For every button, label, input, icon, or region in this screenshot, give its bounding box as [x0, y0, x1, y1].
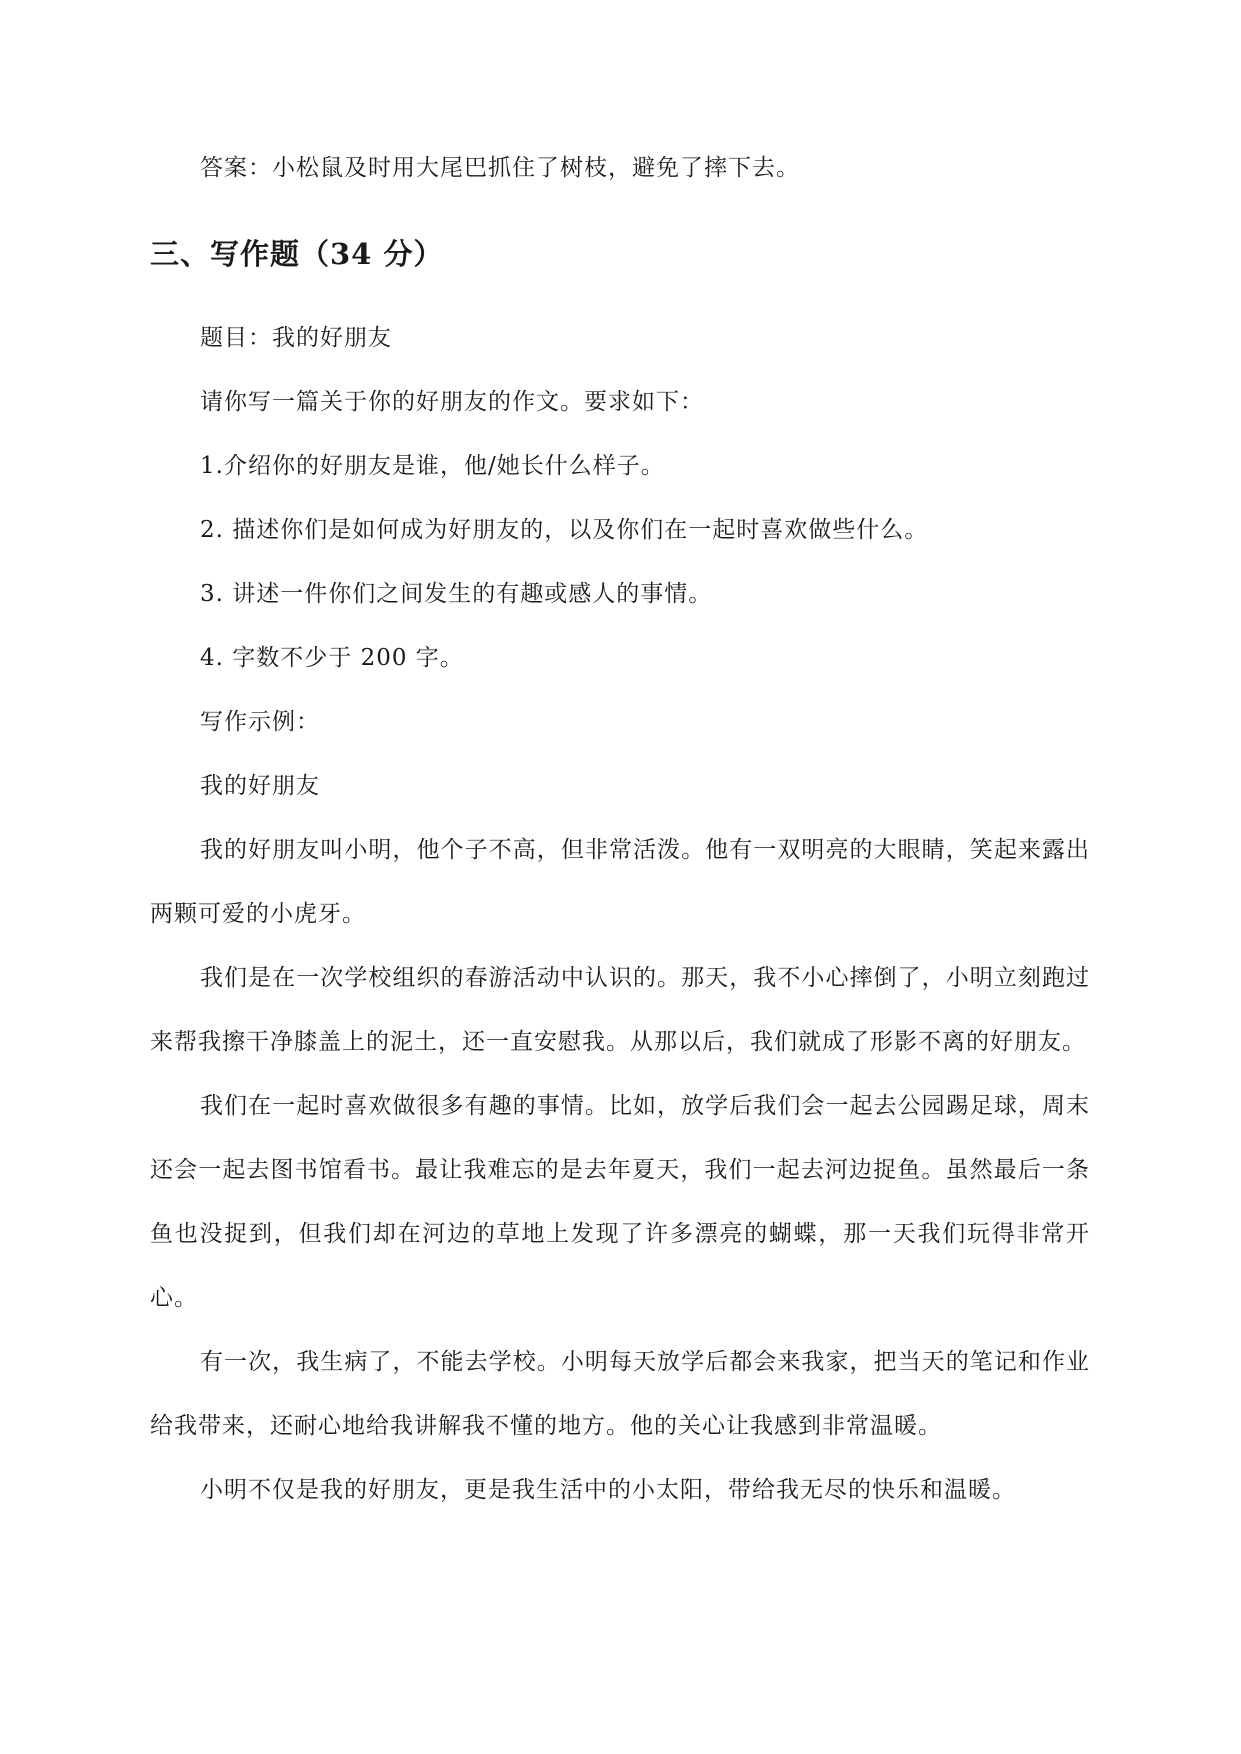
requirement-item-4: 4. 字数不少于 200 字。: [200, 645, 464, 671]
requirement-item-2: 2. 描述你们是如何成为好朋友的，以及你们在一起时喜欢做些什么。: [200, 517, 929, 543]
example-paragraph-1: 我的好朋友叫小明，他个子不高，但非常活泼。他有一双明亮的大眼睛，笑起来露出两颗可爱的小虎牙。: [150, 837, 1090, 927]
example-paragraph-4: 有一次，我生病了，不能去学校。小明每天放学后都会来我家，把当天的笔记和作业给我带来，还耐心地给我讲解我不懂的地方。他的关心让我感到非常温暖。: [150, 1349, 1090, 1439]
topic-line: 题目：我的好朋友: [200, 325, 392, 351]
requirement-item-3: 3. 讲述一件你们之间发生的有趣或感人的事情。: [200, 581, 713, 607]
example-paragraph-5: 小明不仅是我的好朋友，更是我生活中的小太阳，带给我无尽的快乐和温暖。: [200, 1477, 1016, 1503]
example-title: 我的好朋友: [200, 773, 320, 799]
instruction-line: 请你写一篇关于你的好朋友的作文。要求如下：: [200, 389, 704, 415]
example-paragraph-2: 我们是在一次学校组织的春游活动中认识的。那天，我不小心摔倒了，小明立刻跑过来帮我擦干净膝盖上的泥土，还一直安慰我。从那以后，我们就成了形影不离的好朋友。: [150, 965, 1090, 1055]
requirement-item-1: 1.介绍你的好朋友是谁，他/她长什么样子。: [200, 453, 665, 479]
answer-line: 答案：小松鼠及时用大尾巴抓住了树枝，避免了摔下去。: [200, 155, 800, 181]
example-paragraph-3: 我们在一起时喜欢做很多有趣的事情。比如，放学后我们会一起去公园踢足球，周末还会一起去图书馆看书。最让我难忘的是去年夏天，我们一起去河边捉鱼。虽然最后一条鱼也没捉到，但我们却在河边的草地上发现了许多漂亮的蝴蝶，那一天我们玩得非常开心。: [150, 1093, 1090, 1311]
writing-section-body: [150, 306, 1090, 1522]
example-label: 写作示例：: [200, 709, 320, 735]
section-heading: 三、写作题（34 分）: [150, 237, 444, 271]
